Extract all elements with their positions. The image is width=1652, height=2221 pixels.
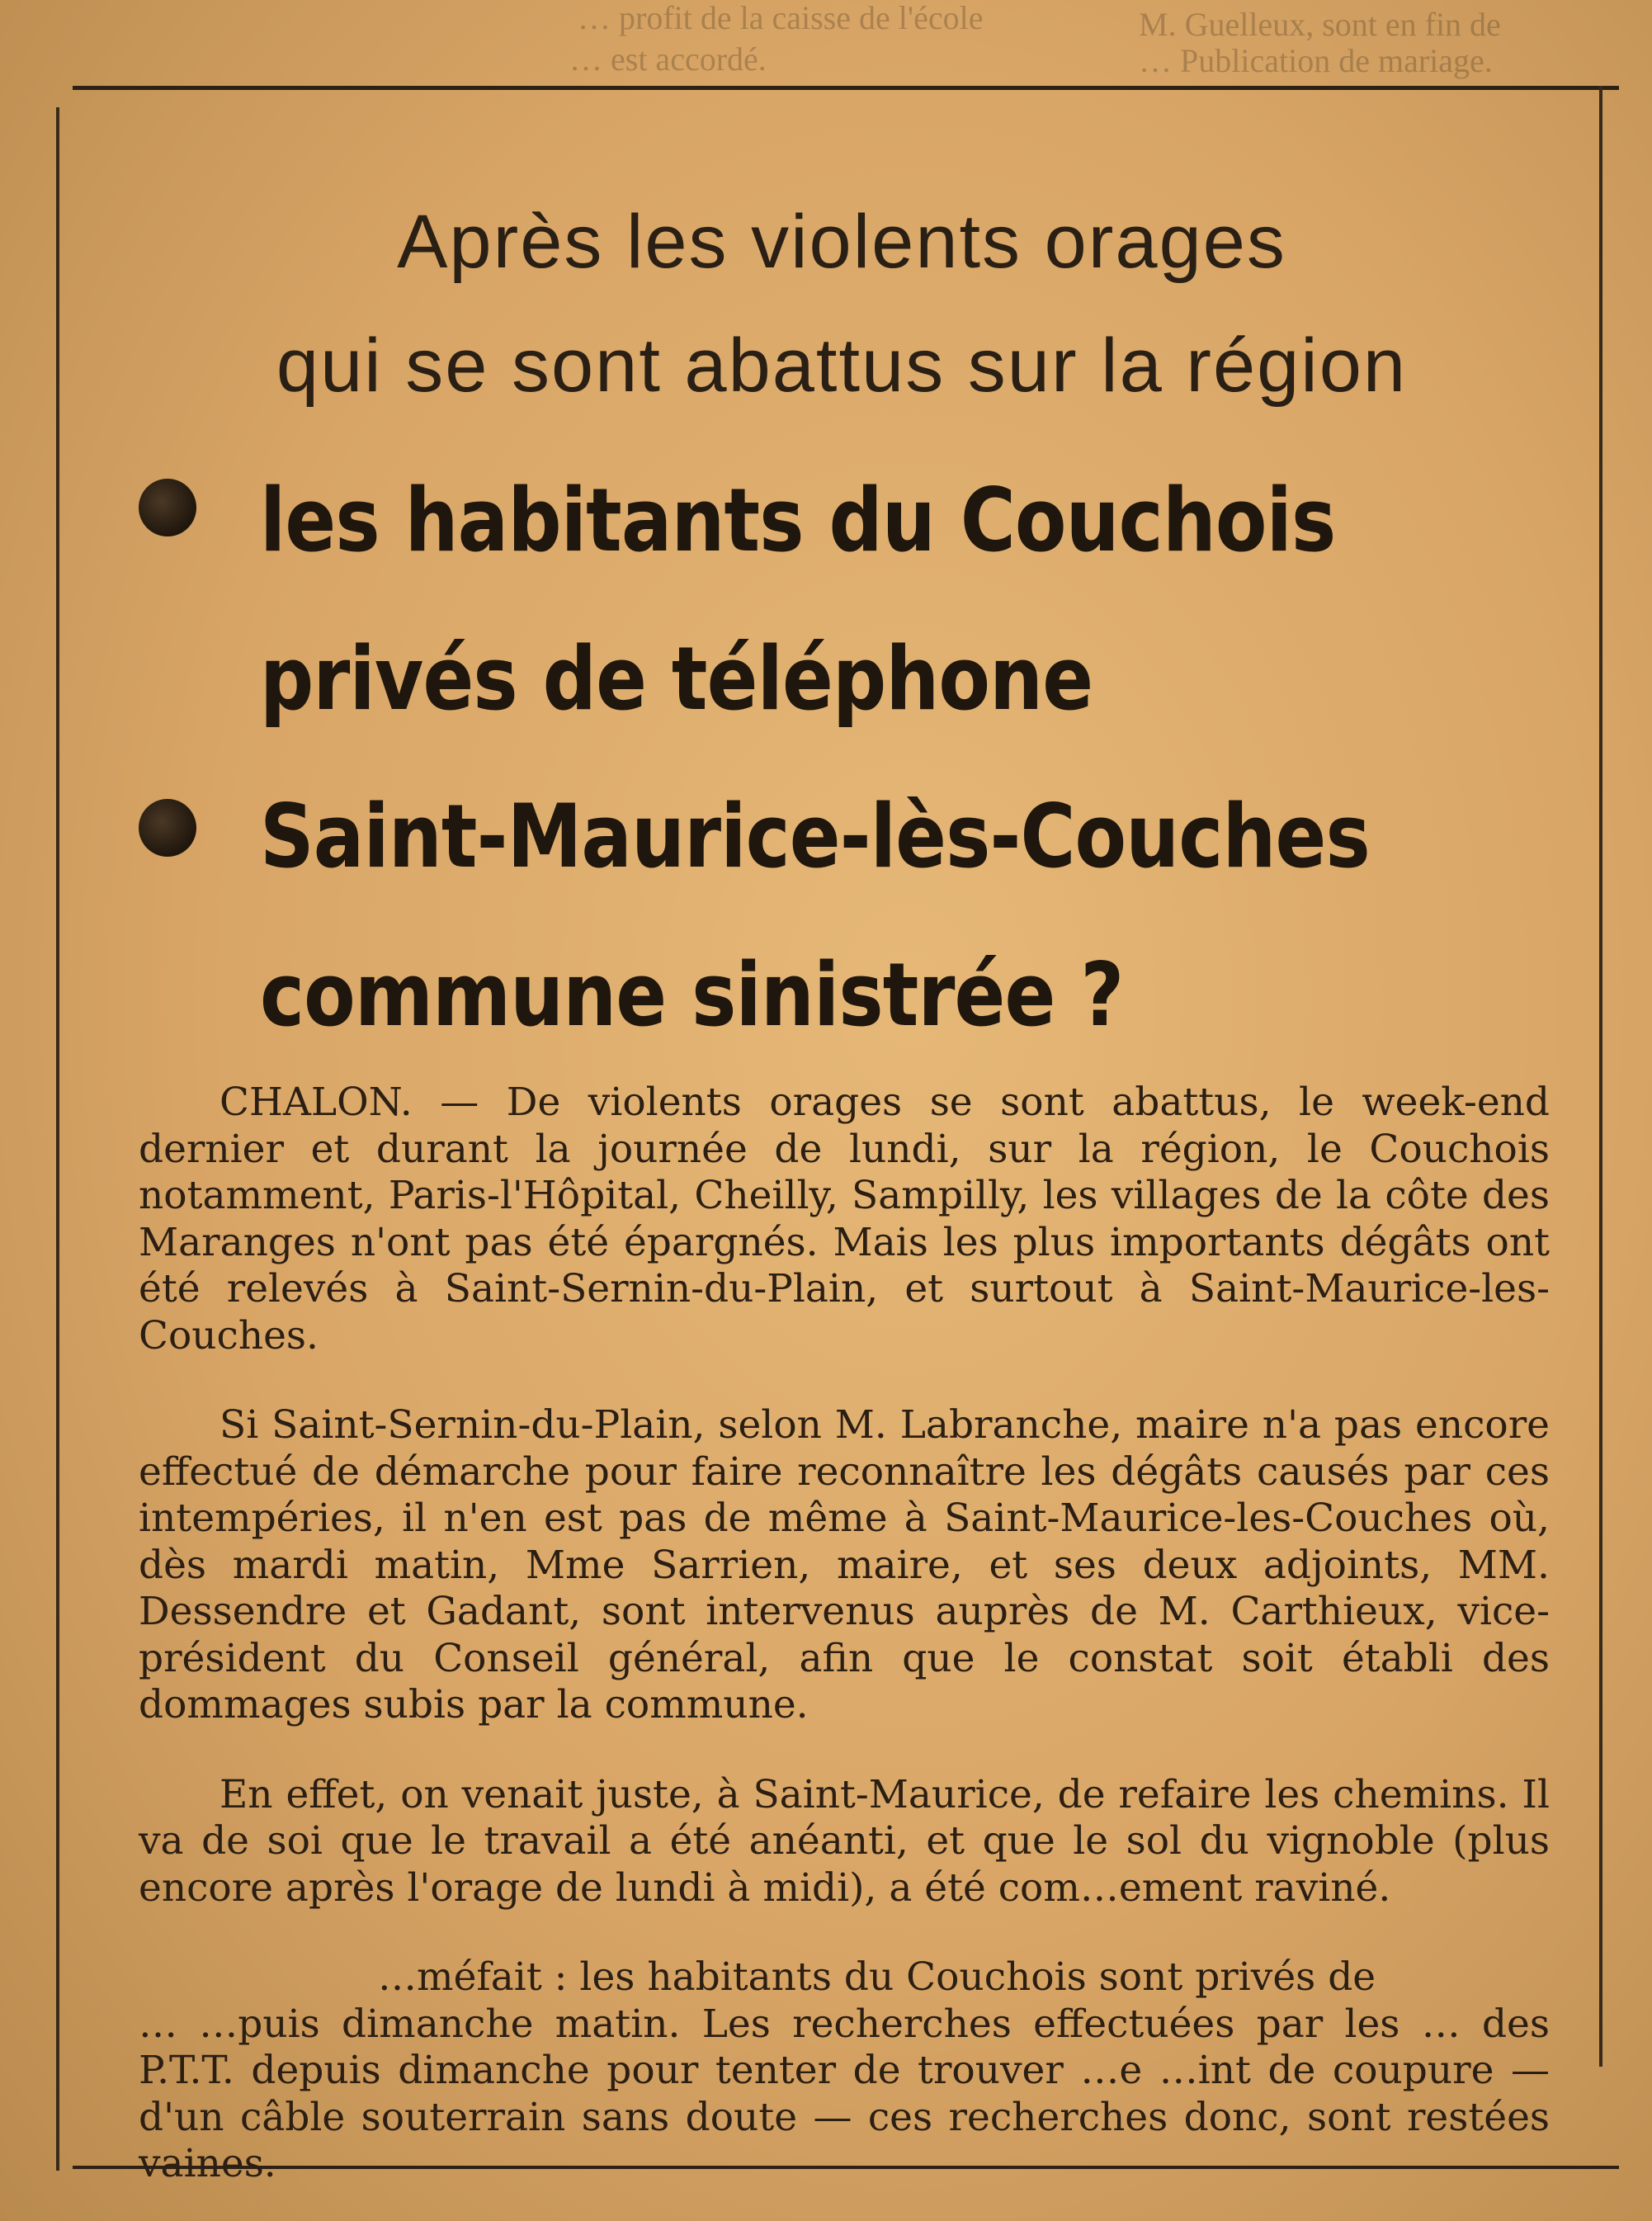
frame-top-rule [73, 86, 1619, 90]
article-paragraph: Si Saint-Sernin-du-Plain, selon M. Labranche, maire n'a pas encore effectué de démarche pour faire reconnaître les dégâts causés par ces intempéries, il n'en est pas de même à Saint-Maurice-les-Couches où, dès mardi matin, Mme Sarrien, maire, et ses deux adjoints, MM. Dessendre et Gadant, sont intervenus auprès de M. Carthieux, vice-président du Conseil général, afin que le constat soit établi des dommages subis par la commune. [139, 1402, 1550, 1727]
headline-line: Saint-Maurice-lès-Couches [260, 786, 1370, 887]
article-paragraph: CHALON. — De violents orages se sont abattus, le week-end dernier et durant la journée de lundi, sur la région, le Couchois notamment, Paris-l'Hôpital, Cheilly, Sampilly, les villages de la côte des Maranges n'ont pas été épargnés. Mais les plus importants dégâts ont été relevés à Saint-Sernin-du-Plain, et surtout à Saint-Maurice-les-Couches. [139, 1080, 1550, 1359]
headline-line: commune sinistrée ? [260, 944, 1124, 1046]
bullet-icon [139, 799, 196, 857]
article-paragraph: En effet, on venait juste, à Saint-Maurice, de refaire les chemins. Il va de soi que le travail a été anéanti, et que le sol du vignoble (plus encore après l'orage de lundi à midi), a été com…ement raviné. [139, 1771, 1550, 1911]
kicker-line: Après les violents orages [397, 200, 1286, 284]
bullet-icon [139, 479, 196, 536]
bleed-line: M. Guelleux, sont en fin de [1139, 6, 1501, 43]
article-body [139, 1080, 1550, 2188]
bleed-line: … est accordé. [569, 40, 767, 78]
article-paragraph: …méfait : les habitants du Couchois sont privés de [378, 1954, 1376, 2000]
frame-right-rule [1599, 86, 1602, 2067]
headline-line: les habitants du Couchois [260, 470, 1336, 571]
bleed-through-text [0, 0, 1652, 87]
headline-commune [260, 758, 1395, 1075]
bleed-line: … profit de la caisse de l'école [578, 0, 984, 36]
kicker-headline [107, 180, 1576, 428]
bleed-line: … Publication de mariage. [1139, 42, 1493, 79]
article-paragraph: … …puis dimanche matin. Les recherches effectuées par les … des P.T.T. depuis dimanche pour tenter de trouver …e …int de coupure — d'un câble souterrain sans doute — ces recherches donc, sont restées vaines. [139, 2001, 1550, 2186]
headline-line: privés de téléphone [260, 628, 1093, 730]
frame-left-rule [56, 107, 59, 2171]
headline-telephone [260, 442, 1395, 758]
kicker-line: qui se sont abattus sur la région [276, 324, 1408, 408]
